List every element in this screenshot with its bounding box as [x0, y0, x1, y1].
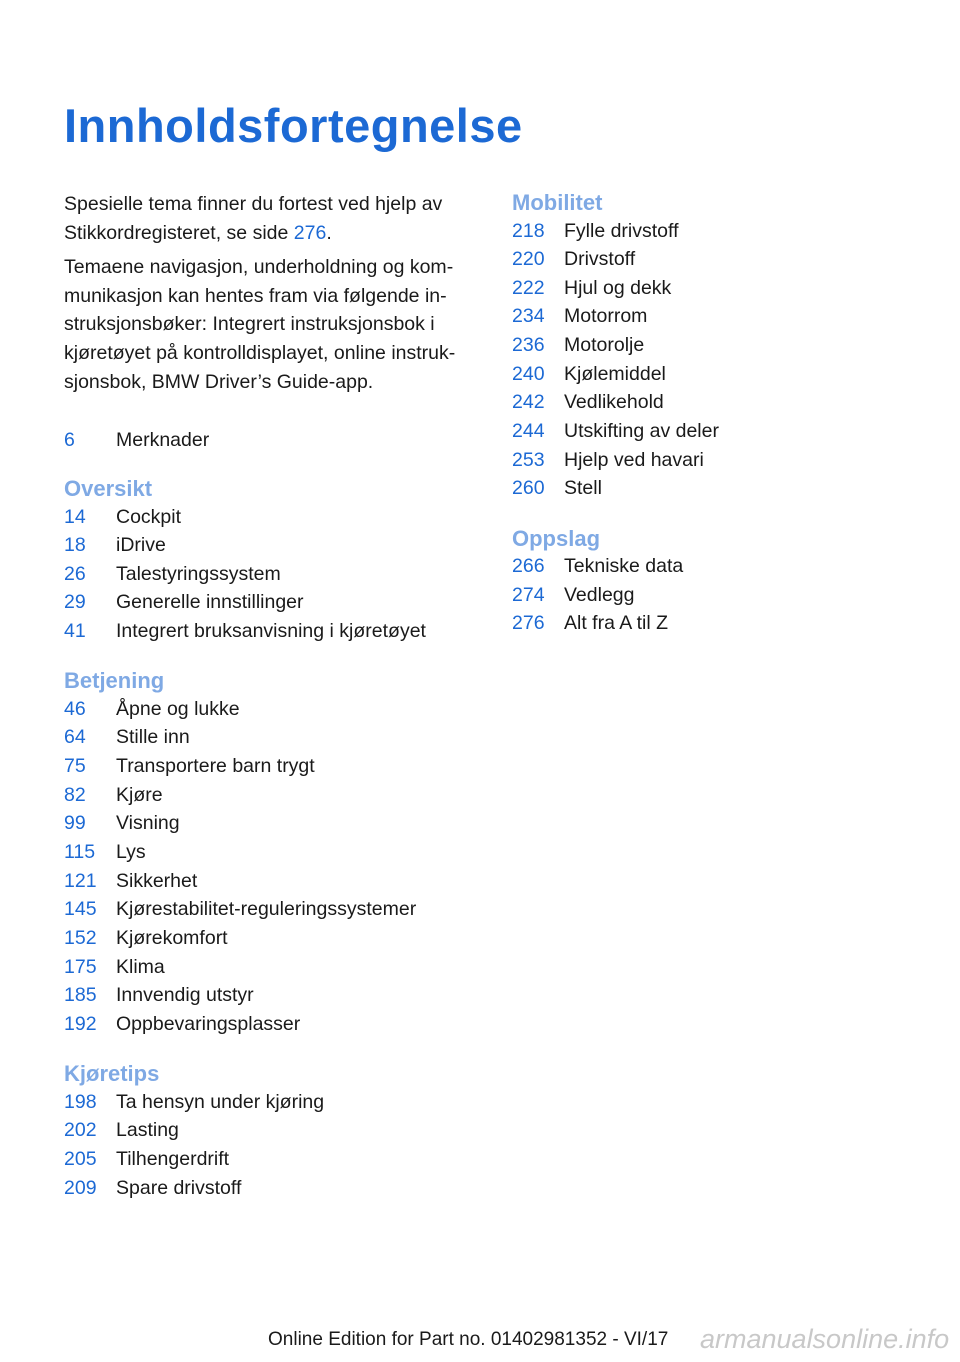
- toc-page-number[interactable]: 82: [64, 783, 86, 806]
- toc-entry[interactable]: [64, 810, 180, 838]
- toc-entry-label[interactable]: Spare drivstoff: [116, 1176, 242, 1199]
- toc-entry-label[interactable]: Tilhengerdrift: [116, 1147, 230, 1170]
- toc-section-heading: Oversikt: [64, 476, 153, 501]
- toc-entry-label[interactable]: Merknader: [116, 428, 210, 451]
- toc-page-number[interactable]: 64: [64, 726, 86, 749]
- toc-page-number[interactable]: 222: [512, 276, 545, 299]
- toc-entry-label[interactable]: Oppbevaringsplasser: [116, 1012, 301, 1035]
- toc-entry-label[interactable]: Integrert bruksanvisning i kjøretøyet: [116, 620, 426, 643]
- toc-entry[interactable]: [64, 532, 166, 560]
- toc-page-number[interactable]: 152: [64, 926, 97, 949]
- toc-entry-label[interactable]: Transportere barn trygt: [116, 755, 315, 778]
- toc-entry-label[interactable]: Kjølemiddel: [564, 362, 666, 385]
- toc-page-number[interactable]: 29: [64, 591, 86, 614]
- toc-entry[interactable]: [64, 1088, 324, 1116]
- toc-entry[interactable]: [64, 753, 315, 781]
- toc-entry[interactable]: [512, 274, 671, 302]
- toc-entry-label[interactable]: Utskifting av deler: [564, 420, 719, 443]
- toc-page-number[interactable]: 46: [64, 697, 86, 720]
- toc-entry[interactable]: [64, 1145, 229, 1173]
- toc-page-number[interactable]: 236: [512, 334, 545, 357]
- index-page-link[interactable]: 276: [293, 221, 327, 244]
- toc-entry[interactable]: [512, 418, 719, 446]
- toc-entry[interactable]: [512, 475, 602, 503]
- toc-entry[interactable]: [64, 1117, 179, 1145]
- toc-entry[interactable]: [64, 589, 304, 617]
- toc-page-number[interactable]: 244: [512, 420, 545, 443]
- toc-entry-label[interactable]: Ta hensyn under kjøring: [116, 1090, 325, 1113]
- toc-entry[interactable]: [512, 553, 683, 581]
- toc-entry[interactable]: [64, 426, 209, 454]
- toc-page-number[interactable]: 41: [64, 620, 86, 643]
- toc-entry[interactable]: [64, 867, 197, 895]
- toc-page-number[interactable]: 260: [512, 477, 545, 500]
- toc-entry-label[interactable]: Vedlikehold: [564, 391, 664, 414]
- toc-page-number[interactable]: 26: [64, 562, 86, 585]
- toc-entry[interactable]: [512, 217, 679, 245]
- toc-entry[interactable]: [512, 360, 666, 388]
- toc-page-number[interactable]: 14: [64, 505, 86, 528]
- toc-entry-label[interactable]: Kjørestabilitet-reguleringssystemer: [116, 898, 417, 921]
- toc-page-number[interactable]: 234: [512, 305, 545, 328]
- toc-page-number[interactable]: 274: [512, 583, 545, 606]
- toc-entry-label[interactable]: Generelle innstillinger: [116, 591, 304, 614]
- toc-entry-label[interactable]: Lasting: [116, 1119, 179, 1142]
- toc-entry[interactable]: [64, 1010, 300, 1038]
- toc-entry-label[interactable]: Fylle drivstoff: [564, 219, 679, 242]
- toc-entry-label[interactable]: Lys: [116, 841, 146, 863]
- toc-page-number[interactable]: 198: [64, 1090, 97, 1113]
- toc-entry-label[interactable]: Hjelp ved havari: [564, 448, 704, 471]
- toc-page-number[interactable]: 175: [64, 955, 97, 978]
- toc-entry[interactable]: [64, 1174, 241, 1202]
- intro-paragraph-2: Temaene navigasjon, underholdning og kommunikasjon kan hentes fram via følgende instruksjonsbøker: Integrert instruksjonsbok i kjøretøyet på kontrolldisplayet, online instruksjonsbok, BMW Driver’s Guide-app.: [64, 256, 456, 393]
- toc-page-number[interactable]: 276: [512, 612, 545, 635]
- toc-entry-label[interactable]: Cockpit: [116, 505, 182, 528]
- toc-entry-label[interactable]: Vedlegg: [564, 583, 635, 606]
- toc-page-number[interactable]: 75: [64, 755, 86, 778]
- toc-entry[interactable]: [64, 924, 228, 952]
- toc-section-heading: Oppslag: [512, 525, 601, 551]
- toc-page-number[interactable]: 192: [64, 1012, 97, 1035]
- footer-edition: Online Edition for Part no. 01402981352 - VI/17: [268, 1329, 669, 1350]
- intro-text: [64, 190, 474, 402]
- toc-entry-label[interactable]: Talestyringssystem: [116, 562, 281, 585]
- toc-entry-label[interactable]: Kjøre: [116, 783, 163, 806]
- toc-page-number[interactable]: 209: [64, 1176, 97, 1199]
- page-title: Innholdsfortegnelse: [64, 99, 523, 152]
- toc-entry[interactable]: [64, 839, 146, 867]
- toc-page-number[interactable]: 240: [512, 362, 545, 385]
- toc-entry-label[interactable]: Alt fra A til Z: [564, 612, 669, 635]
- toc-page-number[interactable]: 99: [64, 812, 86, 835]
- toc-section-heading: Mobilitet: [512, 190, 603, 215]
- toc-entry[interactable]: [64, 982, 254, 1010]
- toc-entry[interactable]: [64, 953, 165, 981]
- toc-entry-label[interactable]: Motorrom: [564, 305, 648, 328]
- toc-entry-label[interactable]: Drivstoff: [564, 248, 636, 271]
- toc-entry[interactable]: [512, 246, 635, 274]
- toc-entry-label[interactable]: Klima: [116, 955, 165, 978]
- toc-page-number[interactable]: 115: [64, 841, 96, 863]
- toc-entry[interactable]: [64, 724, 190, 752]
- toc-entry-label[interactable]: Kjørekomfort: [116, 926, 228, 949]
- toc-entry-label[interactable]: Sikkerhet: [116, 869, 198, 892]
- toc-page-number[interactable]: 253: [512, 448, 545, 471]
- toc-entry[interactable]: [512, 610, 668, 638]
- toc-entry[interactable]: [512, 581, 635, 609]
- toc-entry-label[interactable]: Motorolje: [564, 334, 645, 357]
- toc-entry-label[interactable]: Innvendig utstyr: [116, 984, 254, 1007]
- toc-entry-label[interactable]: Tekniske data: [564, 555, 684, 577]
- toc-entry[interactable]: [64, 896, 416, 924]
- toc-entry-label[interactable]: Hjul og dekk: [564, 276, 672, 299]
- toc-entry[interactable]: [64, 503, 181, 531]
- toc-entry-label[interactable]: Stell: [564, 477, 602, 500]
- toc-entry[interactable]: [512, 303, 647, 331]
- toc-entry[interactable]: [64, 618, 426, 646]
- toc-entry[interactable]: [512, 332, 644, 360]
- toc-entry-label[interactable]: Åpne og lukke: [116, 697, 240, 720]
- toc-page-number[interactable]: 205: [64, 1147, 97, 1170]
- toc-entry-label[interactable]: Visning: [116, 812, 180, 835]
- toc-entry-label[interactable]: Stille inn: [116, 726, 190, 749]
- toc-page-number[interactable]: 220: [512, 248, 545, 271]
- toc-page-number[interactable]: 266: [512, 555, 545, 577]
- toc-page-number[interactable]: 6: [64, 428, 75, 451]
- toc-page-number[interactable]: 242: [512, 391, 545, 414]
- toc-page-number[interactable]: 145: [64, 898, 97, 921]
- watermark: armanualsonline.info: [700, 1324, 950, 1354]
- toc-entry[interactable]: [64, 560, 281, 588]
- toc-entry[interactable]: [64, 695, 240, 723]
- toc-entry[interactable]: [512, 389, 664, 417]
- toc-page-number[interactable]: 121: [64, 869, 97, 892]
- toc-entry-label[interactable]: iDrive: [116, 534, 166, 557]
- toc-entry[interactable]: [512, 446, 704, 474]
- toc-section-heading: Betjening: [64, 668, 165, 694]
- intro-paragraph-1: Spesielle tema finner du fortest ved hjelp av Stikkordregisteret, se side 276.: [64, 193, 443, 244]
- toc-page-number[interactable]: 218: [512, 219, 545, 242]
- toc-page-number[interactable]: 185: [64, 984, 97, 1007]
- toc-page-number[interactable]: 18: [64, 534, 86, 557]
- toc-entry[interactable]: [64, 781, 163, 809]
- toc-section-heading: Kjøretips: [64, 1061, 160, 1087]
- toc-page-number[interactable]: 202: [64, 1119, 97, 1142]
